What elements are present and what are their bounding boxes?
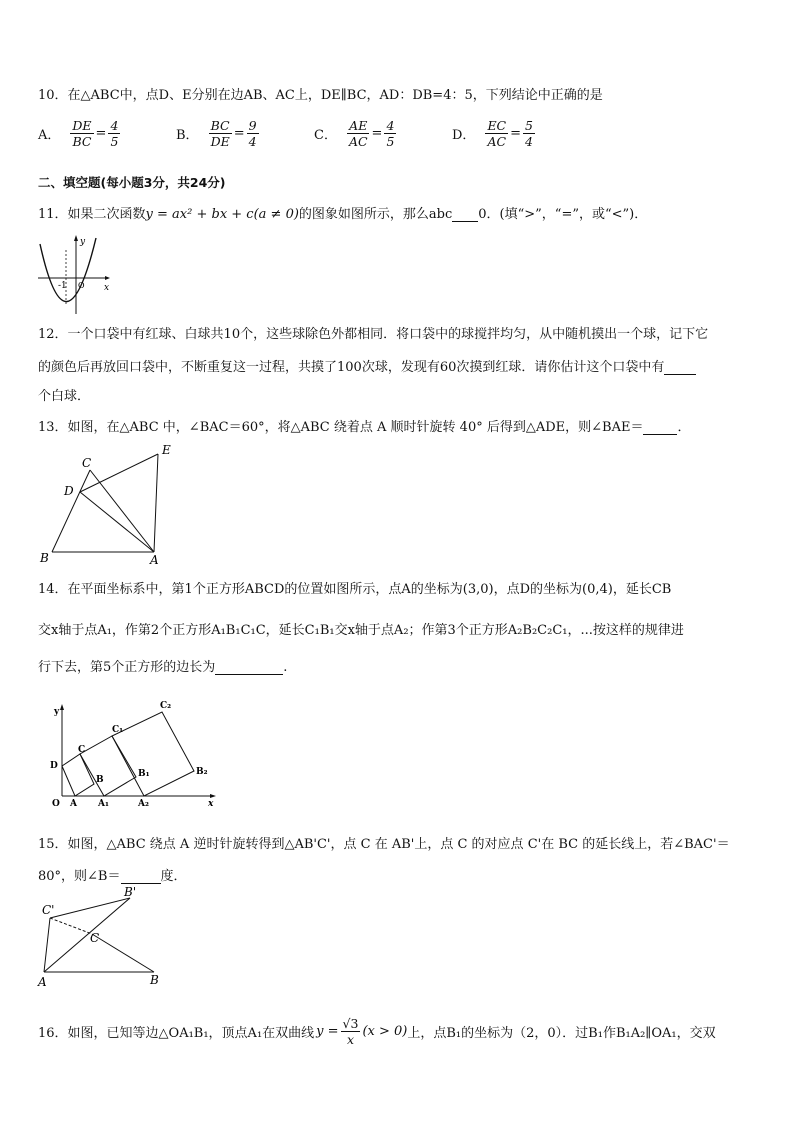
- origin-label: O: [78, 281, 85, 290]
- x-axis-label: x: [104, 283, 110, 293]
- equals-sign: =: [95, 126, 107, 141]
- parabola-curve: [40, 238, 96, 302]
- label-a2: A₂: [138, 799, 149, 809]
- label-d: D: [50, 761, 58, 771]
- q14-squares-figure: [44, 696, 226, 810]
- label-b2: B₂: [196, 767, 208, 777]
- option-label: D．: [452, 128, 476, 143]
- fraction-right: $\frac{4}{5}$: [386, 118, 395, 149]
- segment-ae: [154, 454, 158, 552]
- minus-one-label: -1: [58, 281, 67, 291]
- q15-rotation-figure: [34, 884, 174, 992]
- q10-option-b[interactable]: [176, 118, 261, 149]
- label-d: D: [64, 484, 74, 498]
- q10-stem: 10．在△ABC中，点D、E分别在边AB、AC上，DE∥BC，AD：DB=4：5，下列结论中正确的是: [38, 88, 603, 103]
- option-label: A．: [38, 128, 61, 143]
- equals-sign: =: [233, 126, 245, 141]
- equals-sign: =: [510, 126, 522, 141]
- label-a: A: [70, 799, 77, 809]
- q16-condition: (x > 0): [362, 1024, 408, 1039]
- q14-line-3: 行下去，第5个正方形的边长为 .: [38, 660, 288, 675]
- option-label: B．: [176, 128, 199, 143]
- label-x: x: [208, 799, 214, 809]
- fraction-left: $\frac{DE}{BC}$: [72, 118, 92, 149]
- equals-sign: =: [371, 126, 383, 141]
- fraction-right: $\frac{9}{4}$: [248, 118, 257, 149]
- q11-formula: y = ax² + bx + c(a ≠ 0): [145, 207, 299, 222]
- q13-rotation-figure: [34, 440, 184, 566]
- label-b: B: [40, 551, 49, 565]
- label-y: y: [54, 707, 60, 717]
- y-axis-arrow: [74, 235, 78, 241]
- label-b: B: [150, 973, 159, 987]
- section-heading: 二、填空题(每小题3分，共24分): [38, 175, 226, 190]
- x-axis-arrow: [210, 794, 216, 798]
- label-c-prime: C': [42, 903, 55, 917]
- q12-answer-blank[interactable]: [664, 374, 696, 375]
- label-e: E: [162, 443, 171, 457]
- q11-parabola-figure: [36, 232, 116, 316]
- label-c: C: [90, 931, 100, 945]
- q12-line-1: 12．一个口袋中有红球、白球共10个，这些球除色外都相同．将口袋中的球搅拌均匀，从中随机摸出一个球，记下它: [38, 327, 709, 342]
- q13-stem: 13．如图，在△ABC 中，∠BAC＝60°，将△ABC 绕着点 A 顺时针旋转 40° 后得到△ADE，则∠BAE＝ ．: [38, 420, 691, 435]
- q15-line-1: 15．如图，△ABC 绕点 A 逆时针旋转得到△AB'C'，点 C 在 AB'上，点 C 的对应点 C'在 BC 的延长线上，若∠BAC'＝: [38, 837, 730, 852]
- option-label: C．: [314, 128, 337, 143]
- label-a: A: [38, 975, 47, 989]
- q13-answer-blank[interactable]: [643, 434, 677, 435]
- q16-stem: 16．如图，已知等边△OA₁B₁，顶点A₁在双曲线 y = $\frac{√3}{x}$ (x > 0) 上，点B₁的坐标为（2，0）．过B₁作B₁A₂∥OA₁，交双: [38, 1016, 716, 1047]
- segment-cb: [92, 934, 154, 972]
- x-axis-arrow: [105, 276, 110, 280]
- label-a1: A₁: [98, 799, 109, 809]
- q14-line-1: 14．在平面坐标系中，第1个正方形ABCD的位置如图所示，点A的坐标为(3,0)，点D的坐标为(0,4)，延长CB: [38, 582, 672, 597]
- q14-answer-blank[interactable]: [215, 674, 283, 675]
- segment-da: [80, 492, 154, 552]
- square-1: [62, 754, 94, 796]
- q16-fraction: $\frac{√3}{x}$: [342, 1016, 359, 1047]
- q16-formula-y: y =: [316, 1024, 339, 1039]
- q11-answer-blank[interactable]: [452, 221, 478, 222]
- label-c: C: [78, 745, 86, 755]
- q10-option-a[interactable]: [38, 118, 122, 149]
- segment-c-prime-c-dashed: [50, 918, 92, 934]
- q10-option-d[interactable]: [452, 118, 537, 149]
- q12-line-3: 个白球．: [38, 389, 91, 404]
- fraction-right: $\frac{5}{4}$: [525, 118, 533, 149]
- q12-line-2: 的颜色后再放回口袋中，不断重复这一过程，共摸了100次球，发现有60次摸到红球．请你估计这个口袋中有: [38, 356, 696, 375]
- fraction-left: $\frac{EC}{AC}$: [487, 118, 507, 149]
- segment-ac-prime: [44, 918, 50, 972]
- q14-line-2: 交x轴于点A₁，作第2个正方形A₁B₁C₁C，延长C₁B₁交x轴于点A₂；作第3个正方形A₂B₂C₂C₁，...按这样的规律进: [38, 623, 684, 638]
- label-c1: C₁: [112, 725, 124, 735]
- q11-stem: 11．如果二次函数y = ax² + bx + c(a ≠ 0)的图象如图所示，那么abc 0．(填“>”，“=”，或“<”)．: [38, 207, 648, 222]
- label-o: O: [52, 799, 60, 809]
- q15-line-2: 80°，则∠B＝ 度．: [38, 869, 187, 884]
- label-b1: B₁: [138, 769, 150, 779]
- label-c: C: [82, 456, 92, 470]
- segment-de: [80, 454, 158, 492]
- fraction-left: $\frac{BC}{DE}$: [210, 118, 230, 149]
- y-axis-arrow: [60, 704, 64, 710]
- label-c2: C₂: [160, 701, 172, 711]
- y-axis-label: y: [80, 237, 86, 247]
- segment-bc: [52, 470, 90, 552]
- label-b-prime: B': [124, 885, 137, 899]
- label-b: B: [96, 775, 104, 785]
- q10-option-c[interactable]: [314, 118, 398, 149]
- fraction-left: $\frac{AE}{AC}$: [348, 118, 368, 149]
- label-a: A: [150, 553, 159, 566]
- fraction-right: $\frac{4}{5}$: [110, 118, 119, 149]
